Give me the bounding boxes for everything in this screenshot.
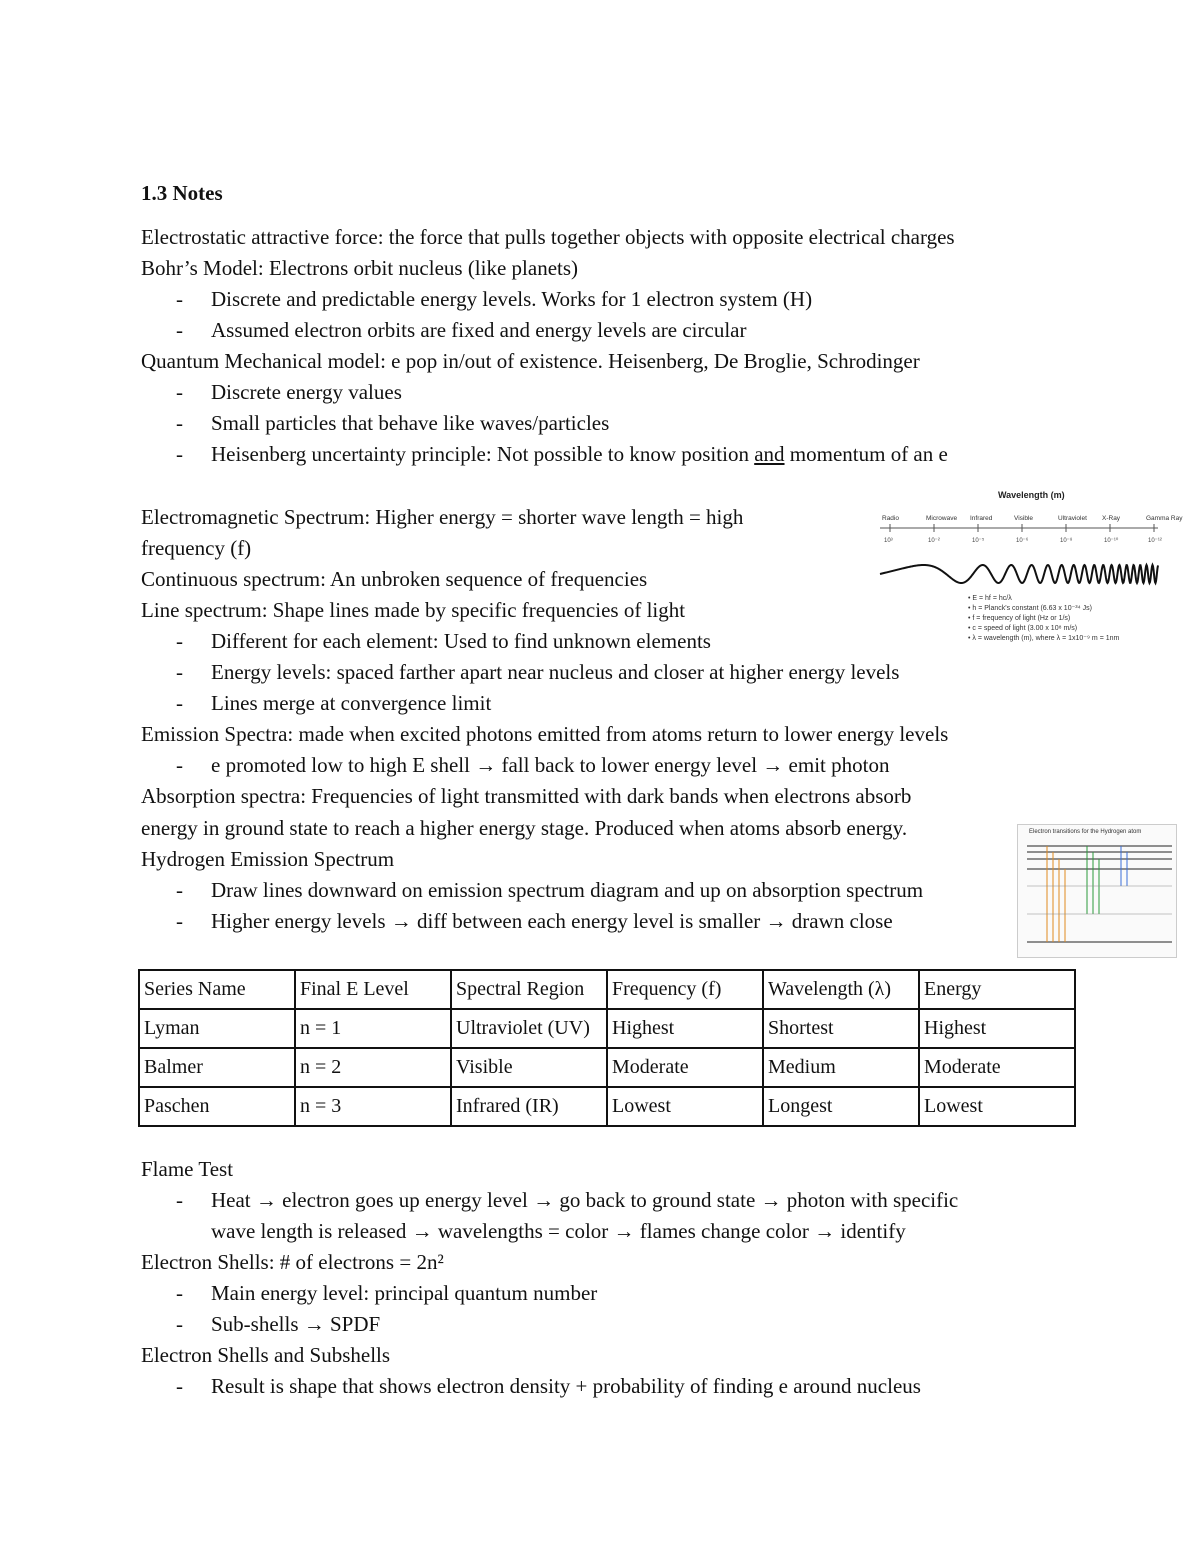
quantum-bullet-2: Small particles that behave like waves/particles [211,411,610,435]
table-header-row [139,970,1075,1009]
em-band-label: X-Ray [1102,515,1121,522]
line-bullet-1: Different for each element: Used to find unknown elements [211,629,711,653]
em-band-label: Radio [882,515,899,522]
quantum-bullet-1: Discrete energy values [211,380,402,404]
bullet: - [176,878,183,902]
bullet: - [176,909,183,933]
table-cell: Shortest [763,1009,919,1048]
table-header-cell: Series Name [139,970,295,1009]
figure-frame [1018,825,1177,958]
table-cell: Lyman [139,1009,295,1048]
page-title: 1.3 Notes [141,181,223,205]
bohr-bullet-2: Assumed electron orbits are fixed and energy levels are circular [211,318,747,342]
hydrogen-bullet-2: Higher energy levels → diff between each energy level is smaller → drawn close [211,909,893,933]
continuous-line: Continuous spectrum: An unbroken sequence of frequencies [141,567,648,591]
bullet: - [176,287,183,311]
em-band-label: Gamma Ray [1146,515,1183,522]
table-cell: Moderate [919,1048,1075,1087]
em-formula-note: • c = speed of light (3.00 x 10⁸ m/s) [968,625,1078,632]
table-cell: Longest [763,1087,919,1126]
hydrogen-bullet-1: Draw lines downward on emission spectrum diagram and up on absorption spectrum [211,878,924,902]
spectral-series-table [138,969,1076,1127]
em-tick-label: 10⁻⁶ [1016,538,1029,544]
subshells-bullet-1: Result is shape that shows electron density + probability of finding e around nucleus [211,1374,921,1398]
table-header-cell: Spectral Region [451,970,607,1009]
em-spectrum-line-1: Electromagnetic Spectrum: Higher energy = shorter wave length = high [141,505,744,529]
flame-bullet-1a: Heat → electron goes up energy level → go back to ground state → photon with specific [211,1188,959,1212]
em-tick-label: 10⁻² [928,538,940,544]
em-band-label: Microwave [926,515,958,522]
em-spectrum-figure [876,486,1183,656]
bohr-line: Bohr’s Model: Electrons orbit nucleus (like planets) [141,256,579,280]
absorption-line-1: Absorption spectra: Frequencies of light transmitted with dark bands when electrons absorb [141,784,912,808]
em-tick-label: 10⁻⁸ [1060,538,1073,544]
shells-bullet-2: Sub-shells → SPDF [211,1312,381,1336]
flame-bullet-1b: wave length is released → wavelengths = color → flames change color → identify [211,1219,906,1243]
hydrogen-figure-title: Electron transitions for the Hydrogen atom [1029,829,1142,835]
table-cell: n = 1 [295,1009,451,1048]
em-wave [880,565,1158,583]
em-band-label: Visible [1014,515,1034,522]
bullet: - [176,442,183,466]
emission-bullet-1: e promoted low to high E shell → fall back to lower energy level → emit photon [211,753,890,777]
bullet: - [176,318,183,342]
hydrogen-transitions-figure [1017,824,1177,958]
bullet: - [176,380,183,404]
table-cell: Infrared (IR) [451,1087,607,1126]
table-cell: Ultraviolet (UV) [451,1009,607,1048]
line-spectrum-line: Line spectrum: Shape lines made by specific frequencies of light [141,598,686,622]
flame-line: Flame Test [141,1157,234,1181]
line-bullet-2: Energy levels: spaced farther apart near nucleus and closer at higher energy levels [211,660,900,684]
bullet: - [176,1374,183,1398]
table-cell: Highest [919,1009,1075,1048]
bullet: - [176,629,183,653]
bullet: - [176,1312,183,1336]
hydrogen-line: Hydrogen Emission Spectrum [141,847,395,871]
em-formula-note: • f = frequency of light (Hz or 1/s) [968,615,1071,622]
bullet: - [176,691,183,715]
quantum-line: Quantum Mechanical model: e pop in/out of existence. Heisenberg, De Broglie, Schrodinger [141,349,920,373]
table-cell: Moderate [607,1048,763,1087]
table-row [139,1009,1075,1048]
table-cell: n = 2 [295,1048,451,1087]
underlined-word: and [754,442,785,466]
shells-line: Electron Shells: # of electrons = 2n² [141,1250,444,1274]
quantum-bullet-3 [211,441,948,467]
table-cell: Lowest [919,1087,1075,1126]
table-header-cell: Frequency (f) [607,970,763,1009]
em-figure-title: Wavelength (m) [998,490,1065,500]
table-cell: Medium [763,1048,919,1087]
em-band-label: Ultraviolet [1058,515,1087,522]
em-formula-notes [968,595,1120,642]
line-bullet-3: Lines merge at convergence limit [211,691,492,715]
table-cell: Lowest [607,1087,763,1126]
table-row [139,1087,1075,1126]
bullet: - [176,660,183,684]
text-run: momentum of an e [784,442,948,466]
em-band-labels [882,515,1183,522]
shells-bullet-1: Main energy level: principal quantum number [211,1281,598,1305]
table-row [139,1048,1075,1087]
table-cell: Visible [451,1048,607,1087]
bullet: - [176,753,183,777]
em-formula-note: • h = Planck's constant (6.63 x 10⁻³⁴ Js) [968,605,1092,612]
table-header-cell: Final E Level [295,970,451,1009]
em-tick-label: 10³ [884,538,893,544]
table-cell: n = 3 [295,1087,451,1126]
absorption-line-2: energy in ground state to reach a higher energy stage. Produced when atoms absorb energy. [141,816,908,840]
em-tick-labels [884,524,1162,544]
em-tick-label: 10⁻¹² [1148,538,1162,544]
bullet: - [176,1281,183,1305]
subshells-line: Electron Shells and Subshells [141,1343,391,1367]
em-formula-note: • E = hf = hc/λ [968,595,1012,602]
bullet: - [176,1188,183,1212]
emission-line: Emission Spectra: made when excited photons emitted from atoms return to lower energy levels [141,722,949,746]
em-tick-label: 10⁻¹⁰ [1104,538,1119,544]
table-cell: Paschen [139,1087,295,1126]
em-band-label: Infrared [970,515,993,522]
em-spectrum-line-2: frequency (f) [141,536,252,560]
table-cell: Highest [607,1009,763,1048]
table-cell: Balmer [139,1048,295,1087]
electrostatic-line: Electrostatic attractive force: the force that pulls together objects with opposite electrical charges [141,225,955,249]
bohr-bullet-1: Discrete and predictable energy levels. Works for 1 electron system (H) [211,287,813,311]
table-header-cell: Energy [919,970,1075,1009]
bullet: - [176,411,183,435]
em-formula-note: • λ = wavelength (m), where λ = 1x10⁻⁹ m = 1nm [968,635,1120,642]
em-tick-label: 10⁻⁵ [972,538,985,544]
table-body [139,970,1075,1126]
text-run: Heisenberg uncertainty principle: Not possible to know position [211,442,755,466]
table-header-cell: Wavelength (λ) [763,970,919,1009]
